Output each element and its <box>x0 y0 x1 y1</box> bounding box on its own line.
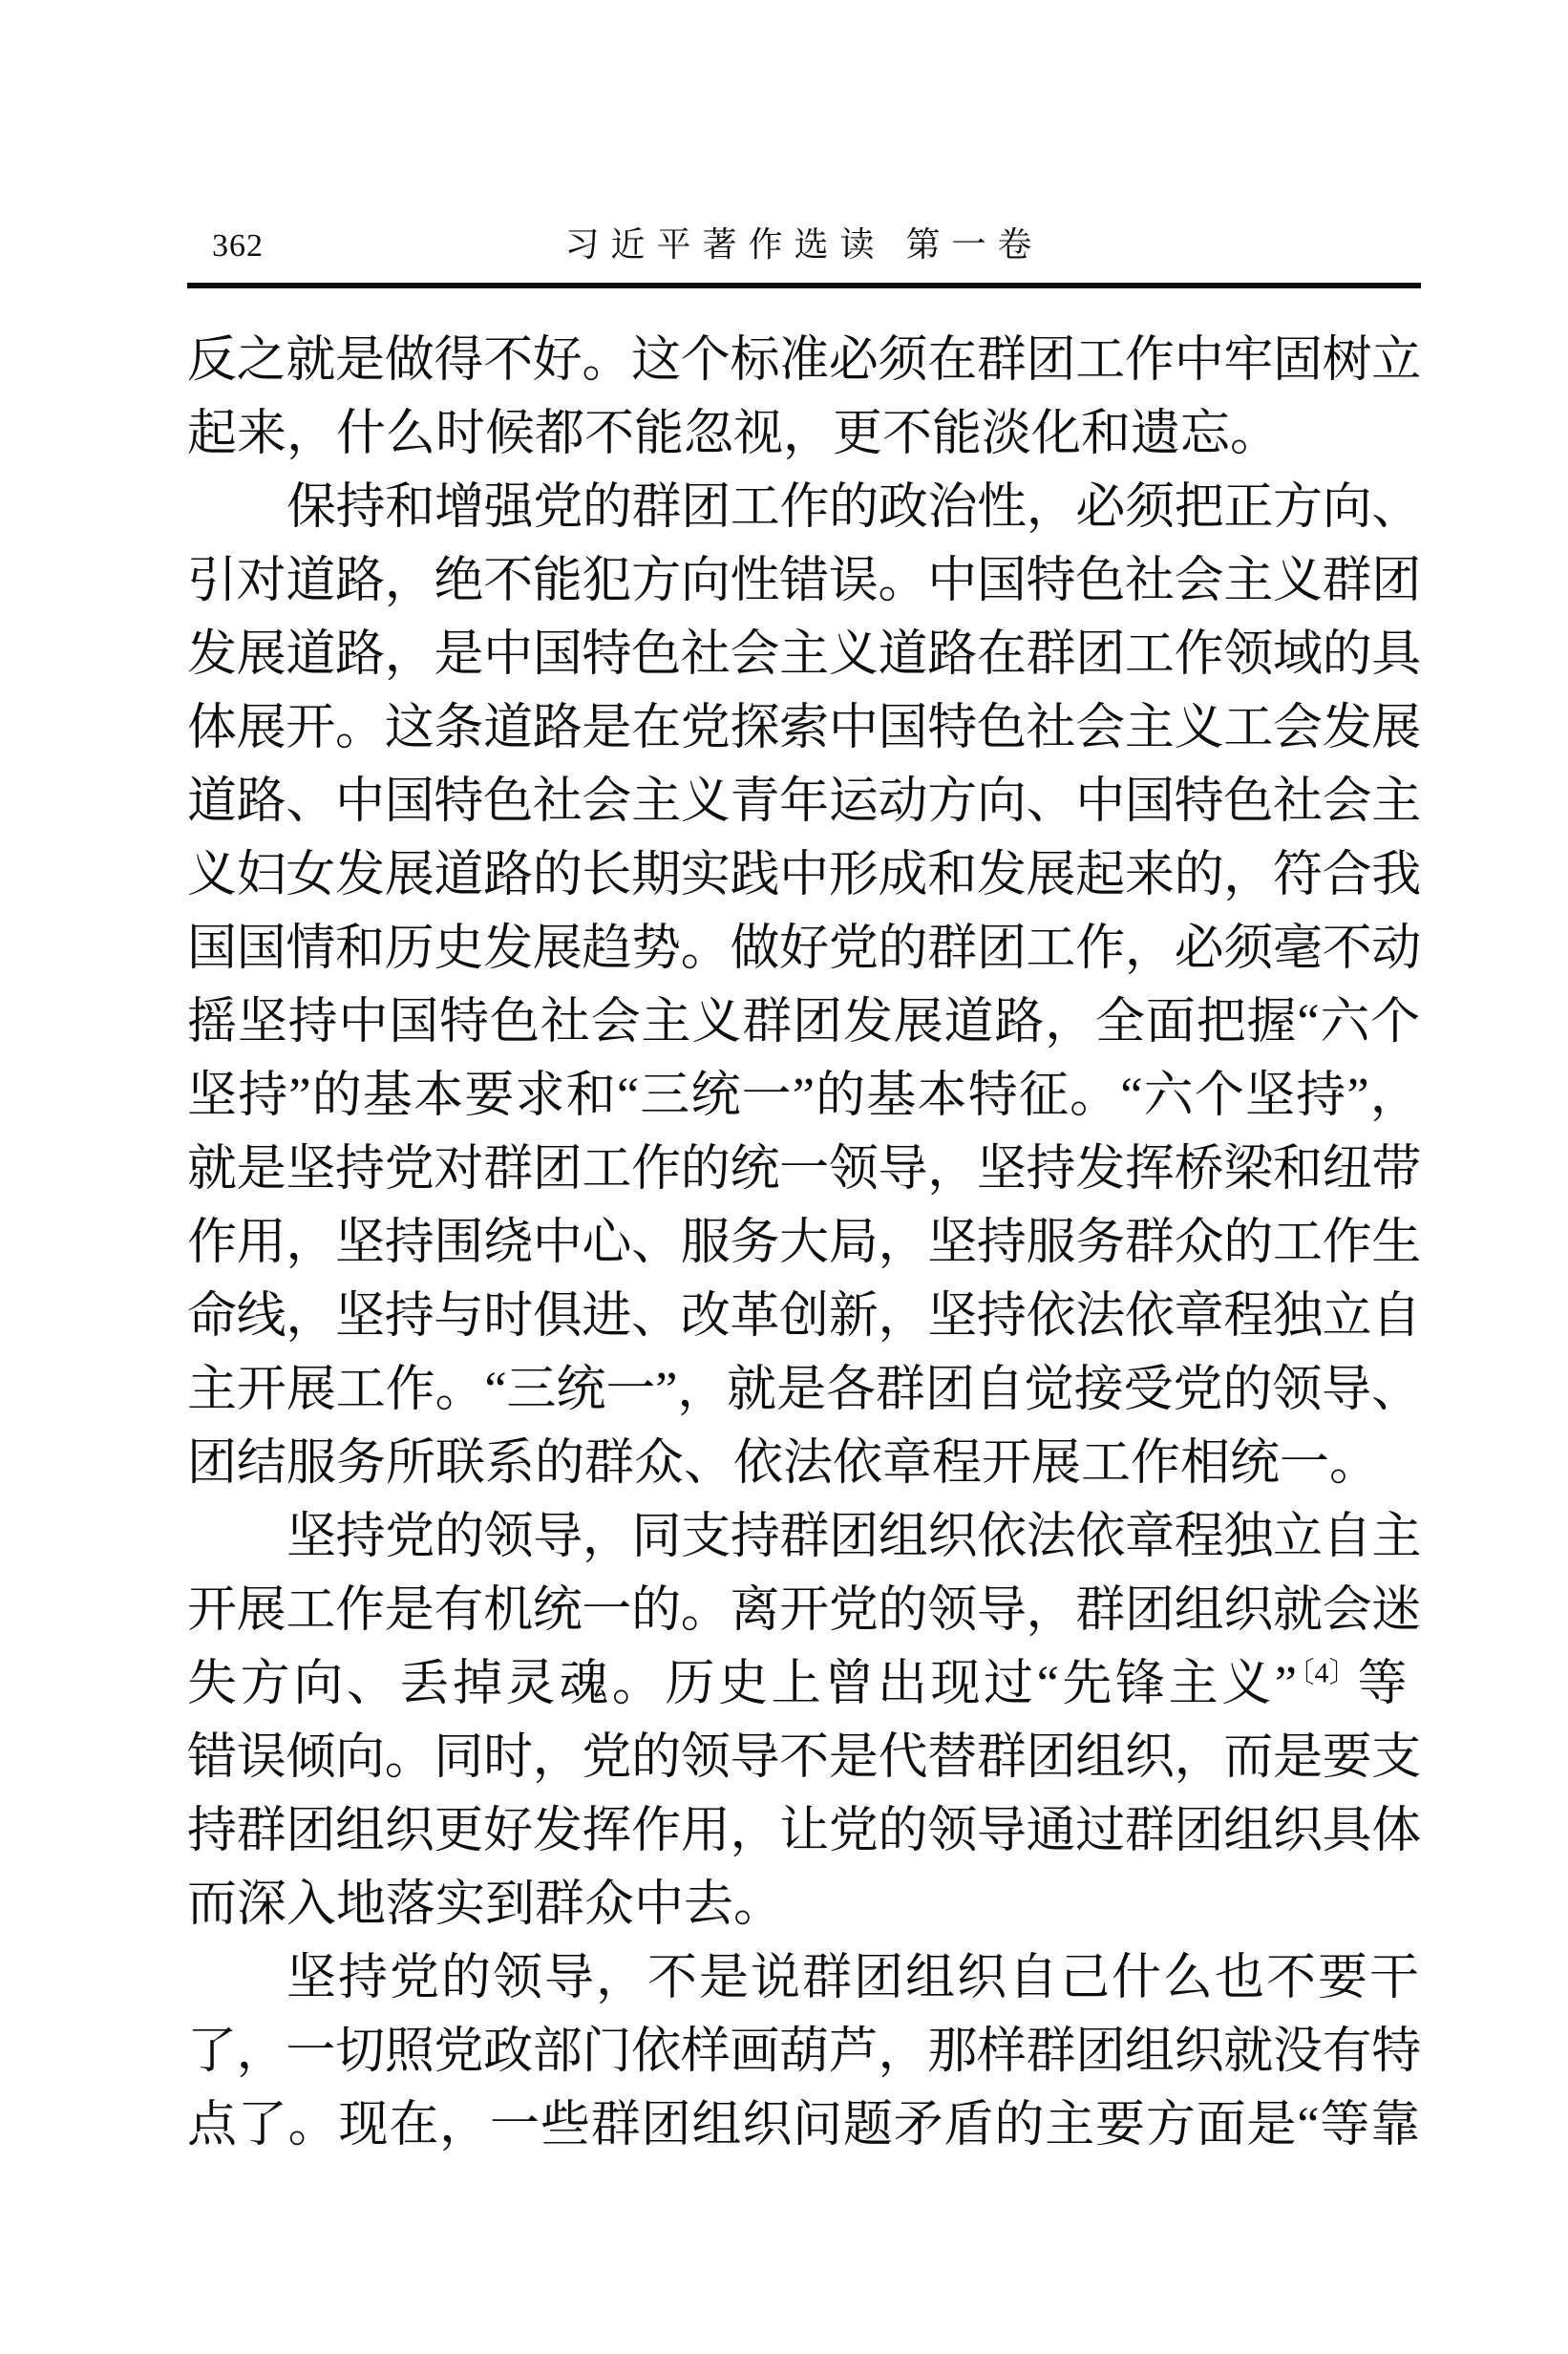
text-line-content: 错误倾向。同时，党的领导不是代替群团组织，而是要支 <box>187 1730 1421 1785</box>
text-line-content: 坚持”的基本要求和“三统一”的基本特征。“六个坚持”， <box>187 1069 1421 1123</box>
text-line <box>187 1427 1421 1500</box>
text-line-content: 团结服务所联系的群众、依法依章程开展工作相统一。 <box>187 1436 1380 1491</box>
text-line <box>187 618 1421 691</box>
header-title: 习近平著作选读 第一卷 <box>564 225 1044 264</box>
text-line <box>187 1868 1421 1941</box>
text-line <box>187 1059 1421 1133</box>
text-line-content: 持群团组织更好发挥作用，让党的领导通过群团组织具体 <box>187 1804 1421 1858</box>
text-line <box>187 1500 1421 1574</box>
text-line-content: 体展开。这条道路是在党探索中国特色社会主义工会发展 <box>187 701 1421 755</box>
text-line-content: 坚持党的领导，不是说群团组织自己什么也不要干 <box>286 1951 1421 2005</box>
text-line <box>187 1647 1421 1721</box>
text-line <box>187 1353 1421 1427</box>
text-line <box>187 471 1421 544</box>
text-line <box>187 1574 1421 1647</box>
text-line-content: 坚持党的领导，同支持群团组织依法依章程独立自主 <box>286 1510 1421 1564</box>
text-line-content: 了，一切照党政部门依样画葫芦，那样群团组织就没有特 <box>187 2025 1421 2079</box>
footnote-ref: 〔4〕 <box>1300 1657 1358 1689</box>
body-text <box>187 324 1421 2162</box>
paragraph <box>187 324 1421 471</box>
paragraph <box>187 471 1421 1500</box>
text-line-content: 国国情和历史发展趋势。做好党的群团工作，必须毫不动 <box>187 922 1421 976</box>
text-line-content: 而深入地落实到群众中去。 <box>187 1877 784 1932</box>
paragraph <box>187 1941 1421 2162</box>
header-rule <box>187 283 1421 288</box>
text-line <box>187 1206 1421 1280</box>
text-line-content: 发展道路，是中国特色社会主义道路在群团工作领域的具 <box>187 627 1421 682</box>
text-line <box>187 544 1421 618</box>
text-line-content: 点了。现在，一些群团组织问题矛盾的主要方面是“等靠 <box>187 2098 1421 2153</box>
text-line <box>187 1721 1421 1794</box>
text-line-content: 失方向、丢掉灵魂。历史上曾出现过“先锋主义”$^{〔4〕}$等 <box>187 1657 1411 1711</box>
text-line-content: 就是坚持党对群团工作的统一领导，坚持发挥桥梁和纽带 <box>187 1142 1421 1197</box>
text-line-content: 反之就是做得不好。这个标准必须在群团工作中牢固树立 <box>187 333 1421 388</box>
text-line <box>187 838 1421 912</box>
text-line-content: 义妇女发展道路的长期实践中形成和发展起来的，符合我 <box>187 848 1421 902</box>
text-line <box>187 691 1421 765</box>
text-line <box>187 912 1421 986</box>
text-line <box>187 2015 1421 2089</box>
text-line-content: 起来，什么时候都不能忽视，更不能淡化和遗忘。 <box>187 407 1281 461</box>
text-line-content: 作用，坚持围绕中心、服务大局，坚持服务群众的工作生 <box>187 1216 1421 1270</box>
paragraph <box>187 1500 1421 1941</box>
text-line-content: 命线，坚持与时俱进、改革创新，坚持依法依章程独立自 <box>187 1289 1421 1344</box>
text-line <box>187 1941 1421 2015</box>
text-line <box>187 986 1421 1059</box>
text-line <box>187 765 1421 838</box>
page-number: 362 <box>212 228 264 264</box>
text-line-content: 引对道路，绝不能犯方向性错误。中国特色社会主义群团 <box>187 554 1421 608</box>
text-line <box>187 324 1421 397</box>
text-line-content: 开展工作是有机统一的。离开党的领导，群团组织就会迷 <box>187 1583 1421 1638</box>
text-line <box>187 1794 1421 1868</box>
text-line-content: 摇坚持中国特色社会主义群团发展道路，全面把握“六个 <box>187 995 1421 1050</box>
text-line <box>187 397 1421 471</box>
text-line <box>187 1280 1421 1353</box>
text-line-content: 道路、中国特色社会主义青年运动方向、中国特色社会主 <box>187 774 1421 829</box>
text-line <box>187 1133 1421 1206</box>
text-line-content: 主开展工作。“三统一”，就是各群团自觉接受党的领导、 <box>187 1363 1421 1417</box>
text-line-content: 保持和增强党的群团工作的政治性，必须把正方向、 <box>286 480 1421 535</box>
text-line <box>187 2089 1421 2162</box>
